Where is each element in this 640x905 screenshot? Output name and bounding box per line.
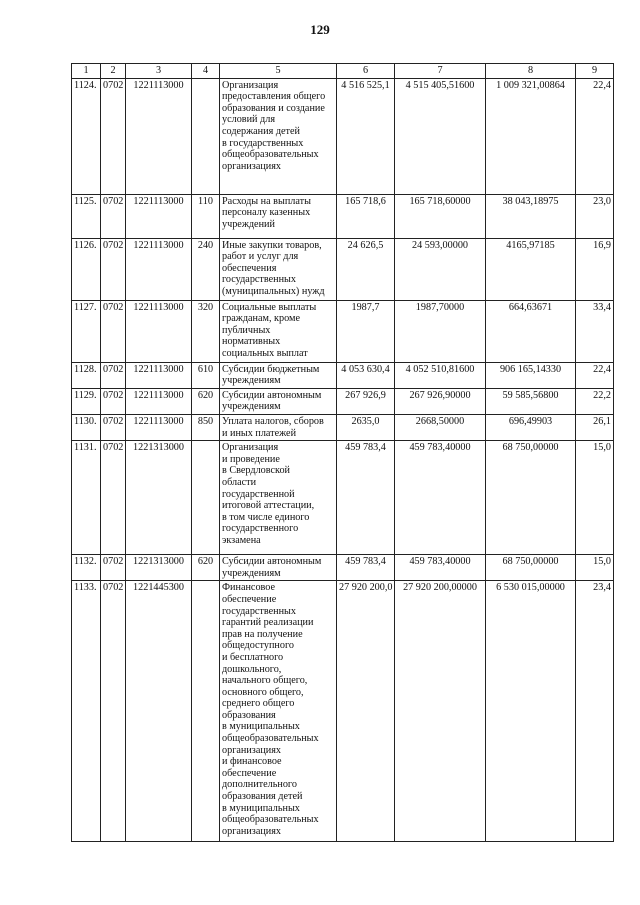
executed-amount: 38 043,18975 bbox=[486, 194, 576, 238]
item-name bbox=[220, 441, 337, 555]
section-code: 0702 bbox=[101, 194, 126, 238]
item-name-line: организациях bbox=[222, 160, 282, 172]
row-number: 1129. bbox=[72, 388, 101, 414]
expense-type-code: 850 bbox=[192, 414, 220, 440]
page-number: 129 bbox=[310, 22, 330, 37]
item-name-line: (муниципальных) нужд bbox=[222, 285, 325, 297]
article-code: 1221113000 bbox=[126, 238, 192, 300]
row-number: 1130. bbox=[72, 414, 101, 440]
expense-type-code bbox=[192, 581, 220, 842]
table-row bbox=[72, 388, 614, 414]
row-number: 1133. bbox=[72, 581, 101, 842]
execution-percent: 23,4 bbox=[576, 581, 614, 842]
item-name bbox=[220, 300, 337, 362]
planned-amount: 1987,7 bbox=[337, 300, 395, 362]
section-code: 0702 bbox=[101, 238, 126, 300]
item-name-line: в государственных bbox=[222, 137, 304, 149]
article-code: 1221313000 bbox=[126, 555, 192, 581]
item-name-line: Субсидии автономным bbox=[222, 389, 322, 401]
row-number: 1131. bbox=[72, 441, 101, 555]
approved-amount: 267 926,90000 bbox=[395, 388, 486, 414]
executed-amount: 906 165,14330 bbox=[486, 362, 576, 388]
table-row bbox=[72, 300, 614, 362]
article-code: 1221113000 bbox=[126, 362, 192, 388]
item-name-line: государственной bbox=[222, 488, 295, 500]
article-code: 1221113000 bbox=[126, 388, 192, 414]
execution-percent: 33,4 bbox=[576, 300, 614, 362]
section-code: 0702 bbox=[101, 581, 126, 842]
item-name-line: в Свердловской bbox=[222, 465, 290, 477]
executed-amount: 664,63671 bbox=[486, 300, 576, 362]
expense-type-code: 240 bbox=[192, 238, 220, 300]
section-code: 0702 bbox=[101, 388, 126, 414]
section-code: 0702 bbox=[101, 441, 126, 555]
row-number: 1125. bbox=[72, 194, 101, 238]
executed-amount: 59 585,56800 bbox=[486, 388, 576, 414]
row-number: 1124. bbox=[72, 78, 101, 194]
item-name-line: в муниципальных bbox=[222, 802, 300, 814]
table-row bbox=[72, 238, 614, 300]
article-code: 1221113000 bbox=[126, 194, 192, 238]
row-number: 1126. bbox=[72, 238, 101, 300]
item-name-line: социальных выплат bbox=[222, 347, 308, 359]
item-name-line: Расходы на выплаты bbox=[222, 195, 311, 207]
execution-percent: 22,4 bbox=[576, 78, 614, 194]
table-row bbox=[72, 194, 614, 238]
item-name-line: организациях bbox=[222, 825, 282, 837]
item-name-line: государственных bbox=[222, 274, 296, 286]
table-row bbox=[72, 414, 614, 440]
approved-amount: 2668,50000 bbox=[395, 414, 486, 440]
table-row bbox=[72, 555, 614, 581]
executed-amount: 1 009 321,00864 bbox=[486, 78, 576, 194]
planned-amount: 2635,0 bbox=[337, 414, 395, 440]
article-code: 1221313000 bbox=[126, 441, 192, 555]
table-body bbox=[72, 78, 614, 842]
item-name bbox=[220, 78, 337, 194]
planned-amount: 4 516 525,1 bbox=[337, 78, 395, 194]
item-name bbox=[220, 362, 337, 388]
item-name-line: и бесплатного bbox=[222, 651, 284, 663]
article-code: 1221113000 bbox=[126, 300, 192, 362]
planned-amount: 27 920 200,0 bbox=[337, 581, 395, 842]
item-name bbox=[220, 238, 337, 300]
expense-type-code: 620 bbox=[192, 555, 220, 581]
header-cell: 4 bbox=[192, 64, 220, 79]
approved-amount: 459 783,40000 bbox=[395, 441, 486, 555]
execution-percent: 26,1 bbox=[576, 414, 614, 440]
executed-amount: 68 750,00000 bbox=[486, 441, 576, 555]
item-name-line: государственных bbox=[222, 605, 296, 617]
item-name-line: прав на получение bbox=[222, 628, 303, 640]
item-name-line: области bbox=[222, 476, 257, 488]
executed-amount: 696,49903 bbox=[486, 414, 576, 440]
expense-type-code: 110 bbox=[192, 194, 220, 238]
item-name-line: учреждениям bbox=[222, 567, 281, 579]
item-name-line: итоговой аттестации, bbox=[222, 500, 315, 512]
row-number: 1128. bbox=[72, 362, 101, 388]
item-name-line: содержания детей bbox=[222, 125, 300, 137]
item-name-line: гарантий реализации bbox=[222, 617, 314, 629]
approved-amount: 24 593,00000 bbox=[395, 238, 486, 300]
executed-amount: 4165,97185 bbox=[486, 238, 576, 300]
table-row bbox=[72, 78, 614, 194]
section-code: 0702 bbox=[101, 414, 126, 440]
section-code: 0702 bbox=[101, 78, 126, 194]
item-name-line: образования детей bbox=[222, 791, 303, 803]
expense-type-code: 620 bbox=[192, 388, 220, 414]
execution-percent: 16,9 bbox=[576, 238, 614, 300]
item-name-line: учреждениям bbox=[222, 375, 281, 387]
expense-type-code bbox=[192, 441, 220, 555]
item-name-line: общеобразовательных bbox=[222, 733, 319, 745]
section-code: 0702 bbox=[101, 300, 126, 362]
item-name-line: экзамена bbox=[222, 534, 261, 546]
item-name-line: публичных bbox=[222, 324, 271, 336]
header-cell: 6 bbox=[337, 64, 395, 79]
planned-amount: 4 053 630,4 bbox=[337, 362, 395, 388]
execution-percent: 15,0 bbox=[576, 555, 614, 581]
approved-amount: 4 515 405,51600 bbox=[395, 78, 486, 194]
item-name-line: Финансовое bbox=[222, 582, 276, 594]
table-row bbox=[72, 441, 614, 555]
item-name-line: начального общего, bbox=[222, 675, 308, 687]
item-name-line: Субсидии бюджетным bbox=[222, 363, 320, 375]
item-name-line: дошкольного, bbox=[222, 663, 282, 675]
item-name-line: предоставления общего bbox=[222, 91, 326, 103]
item-name bbox=[220, 581, 337, 842]
row-number: 1132. bbox=[72, 555, 101, 581]
item-name-line: Иные закупки товаров, bbox=[222, 239, 322, 251]
item-name-line: в том числе единого bbox=[222, 511, 310, 523]
item-name-line: Социальные выплаты bbox=[222, 301, 317, 313]
item-name-line: учреждениям bbox=[222, 401, 281, 413]
header-row bbox=[72, 64, 614, 79]
item-name-line: общеобразовательных bbox=[222, 814, 319, 826]
approved-amount: 165 718,60000 bbox=[395, 194, 486, 238]
item-name-line: нормативных bbox=[222, 336, 281, 348]
execution-percent: 22,2 bbox=[576, 388, 614, 414]
section-code: 0702 bbox=[101, 555, 126, 581]
approved-amount: 459 783,40000 bbox=[395, 555, 486, 581]
header-cell: 8 bbox=[486, 64, 576, 79]
item-name-line: дополнительного bbox=[222, 779, 297, 791]
item-name-line: персоналу казенных bbox=[222, 207, 311, 219]
item-name-line: государственного bbox=[222, 523, 299, 535]
item-name-line: и иных платежей bbox=[222, 427, 297, 439]
item-name-line: Организация bbox=[222, 79, 279, 91]
execution-percent: 23,0 bbox=[576, 194, 614, 238]
item-name-line: основного общего, bbox=[222, 686, 304, 698]
expense-type-code: 320 bbox=[192, 300, 220, 362]
item-name-line: условий для bbox=[222, 114, 276, 126]
budget-table bbox=[71, 63, 614, 842]
item-name-line: образования bbox=[222, 709, 276, 721]
execution-percent: 15,0 bbox=[576, 441, 614, 555]
planned-amount: 459 783,4 bbox=[337, 441, 395, 555]
table-row bbox=[72, 362, 614, 388]
item-name-line: общеобразовательных bbox=[222, 149, 319, 161]
header-cell: 9 bbox=[576, 64, 614, 79]
item-name-line: учреждений bbox=[222, 218, 275, 230]
item-name-line: образования и создание bbox=[222, 102, 325, 114]
table-row bbox=[72, 581, 614, 842]
planned-amount: 24 626,5 bbox=[337, 238, 395, 300]
header-cell: 3 bbox=[126, 64, 192, 79]
approved-amount: 1987,70000 bbox=[395, 300, 486, 362]
article-code: 1221113000 bbox=[126, 78, 192, 194]
item-name-line: и финансовое bbox=[222, 756, 282, 768]
planned-amount: 267 926,9 bbox=[337, 388, 395, 414]
execution-percent: 22,4 bbox=[576, 362, 614, 388]
header-cell: 1 bbox=[72, 64, 101, 79]
item-name-line: гражданам, кроме bbox=[222, 313, 300, 325]
item-name-line: обеспечение bbox=[222, 593, 277, 605]
item-name-line: работ и услуг для bbox=[222, 251, 299, 263]
item-name bbox=[220, 555, 337, 581]
item-name bbox=[220, 194, 337, 238]
planned-amount: 165 718,6 bbox=[337, 194, 395, 238]
item-name bbox=[220, 414, 337, 440]
item-name-line: обеспечения bbox=[222, 262, 277, 274]
item-name-line: среднего общего bbox=[222, 698, 295, 710]
expense-type-code bbox=[192, 78, 220, 194]
header-cell: 5 bbox=[220, 64, 337, 79]
item-name-line: Организация bbox=[222, 442, 279, 454]
executed-amount: 6 530 015,00000 bbox=[486, 581, 576, 842]
item-name-line: и проведение bbox=[222, 453, 280, 465]
expense-type-code: 610 bbox=[192, 362, 220, 388]
article-code: 1221445300 bbox=[126, 581, 192, 842]
header-cell: 7 bbox=[395, 64, 486, 79]
item-name-line: Субсидии автономным bbox=[222, 556, 322, 568]
item-name-line: организациях bbox=[222, 744, 282, 756]
item-name-line: общедоступного bbox=[222, 640, 294, 652]
approved-amount: 4 052 510,81600 bbox=[395, 362, 486, 388]
article-code: 1221113000 bbox=[126, 414, 192, 440]
executed-amount: 68 750,00000 bbox=[486, 555, 576, 581]
approved-amount: 27 920 200,00000 bbox=[395, 581, 486, 842]
item-name-line: Уплата налогов, сборов bbox=[222, 415, 324, 427]
item-name bbox=[220, 388, 337, 414]
section-code: 0702 bbox=[101, 362, 126, 388]
row-number: 1127. bbox=[72, 300, 101, 362]
planned-amount: 459 783,4 bbox=[337, 555, 395, 581]
item-name-line: обеспечение bbox=[222, 767, 277, 779]
item-name-line: в муниципальных bbox=[222, 721, 300, 733]
header-cell: 2 bbox=[101, 64, 126, 79]
